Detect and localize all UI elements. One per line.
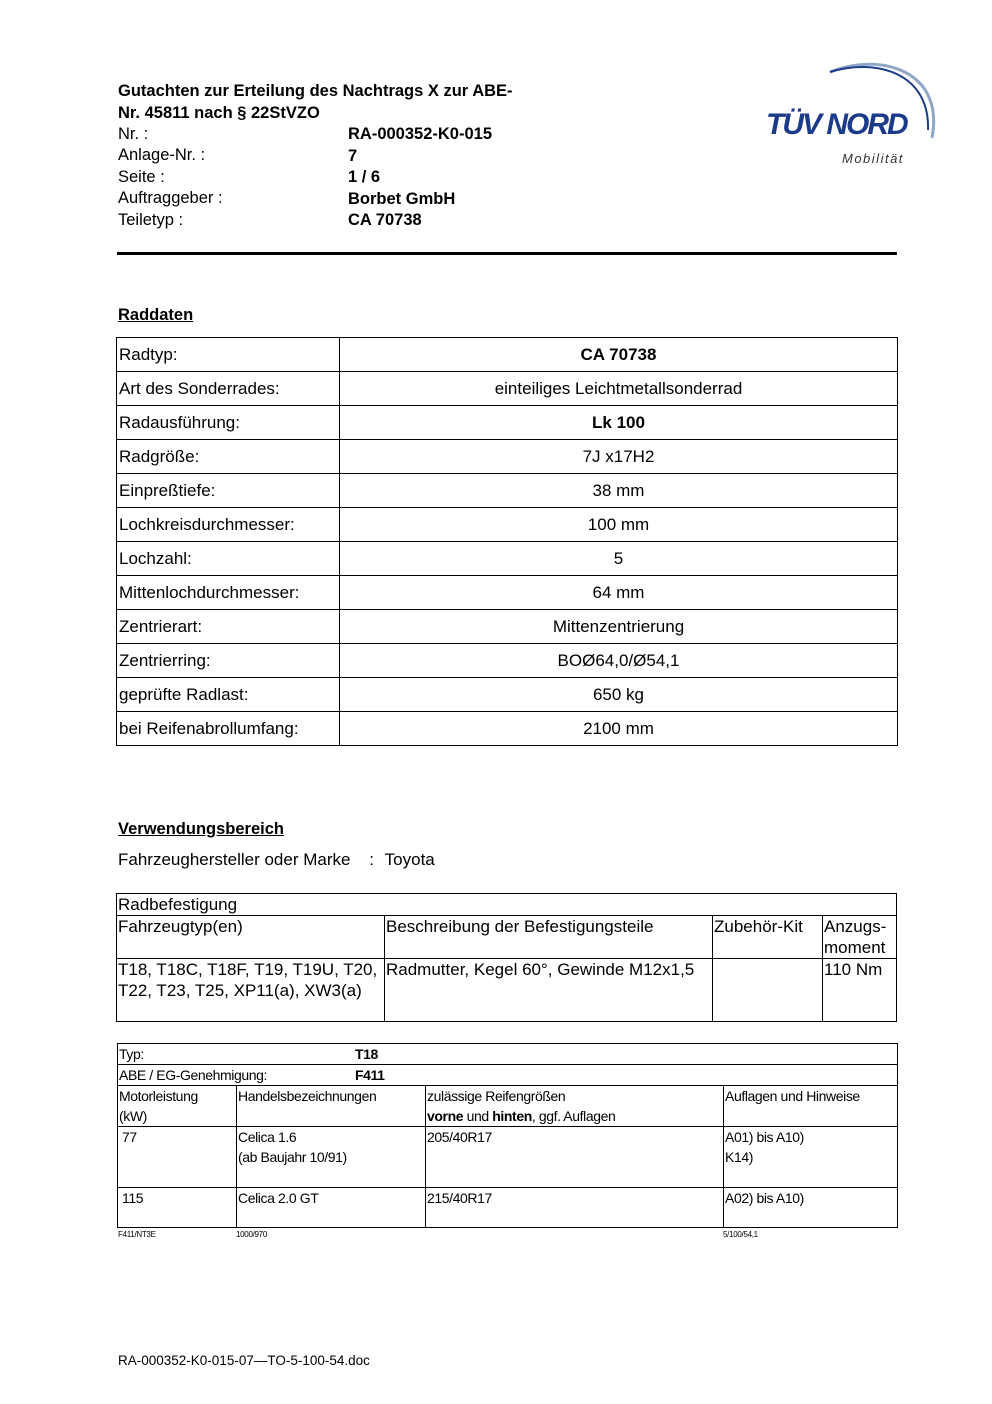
cell-reifen: 205/40R17 (426, 1127, 724, 1188)
cell-auflagen: A02) bis A10) (724, 1188, 898, 1228)
row-value: 38 mm (340, 474, 898, 508)
reifen-vorne: vorne (427, 1108, 464, 1124)
row-value: Lk 100 (340, 406, 898, 440)
cell-kw: 115 (118, 1188, 237, 1228)
col-header-anzugsmoment: Anzugs- moment (823, 916, 897, 959)
col-header-auflagen: Auflagen und Hinweise (724, 1086, 898, 1127)
table-row (117, 959, 897, 1022)
footnote-hub: 5/100/54,1 (723, 1230, 758, 1239)
meta-value-anlage: 7 (348, 147, 358, 165)
col-header-fahrzeugtyp: Fahrzeugtyp(en) (117, 916, 385, 959)
reifen-header-line1: zulässige Reifengrößen (427, 1088, 566, 1104)
abe-row (118, 1065, 898, 1086)
col-header-reifengroessen (426, 1086, 724, 1127)
row-label: Einpreßtiefe: (117, 474, 340, 508)
row-value: 64 mm (340, 576, 898, 610)
typ-value: T18 (355, 1046, 378, 1062)
col-header-beschreibung: Beschreibung der Befestigungsteile (385, 916, 713, 959)
row-value: einteiliges Leichtmetallsonderrad (340, 372, 898, 406)
table-row (117, 894, 897, 916)
tuv-nord-logo (760, 60, 945, 175)
meta-label-seite: Seite : (118, 168, 165, 186)
raddaten-heading: Raddaten (118, 306, 194, 324)
reifen-header-line2 (427, 1106, 722, 1126)
cell-auflagen: A01) bis A10) K14) (724, 1127, 898, 1188)
meta-value-nr: RA-000352-K0-015 (348, 125, 492, 143)
table-row (118, 1065, 898, 1086)
hersteller-line (118, 850, 435, 870)
col-header-handelsbezeichnungen: Handelsbezeichnungen (237, 1086, 426, 1127)
meta-value-auftraggeber: Borbet GmbH (348, 190, 456, 208)
table-row (117, 440, 898, 474)
table-row (117, 372, 898, 406)
meta-label-auftraggeber: Auftraggeber : (118, 189, 223, 207)
cell-zubehoer (713, 959, 823, 1022)
table-row (117, 508, 898, 542)
footnote-weight: 1000/970 (236, 1230, 267, 1239)
table-row (117, 678, 898, 712)
row-label: Radausführung: (117, 406, 340, 440)
cell-anzugsmoment: 110 Nm (823, 959, 897, 1022)
row-label: Radgröße: (117, 440, 340, 474)
row-value: CA 70738 (340, 338, 898, 372)
meta-label-nr: Nr. : (118, 125, 149, 143)
table-row (118, 1188, 898, 1228)
hersteller-label: Fahrzeughersteller oder Marke (118, 850, 351, 869)
header-divider (117, 252, 897, 255)
row-label: Lochkreisdurchmesser: (117, 508, 340, 542)
table-row (117, 338, 898, 372)
row-label: Art des Sonderrades: (117, 372, 340, 406)
row-value: 5 (340, 542, 898, 576)
col-header-motorleistung: Motorleistung (kW) (118, 1086, 237, 1127)
reifen-rest: , ggf. Auflagen (531, 1108, 616, 1124)
meta-value-teiletyp: CA 70738 (348, 211, 422, 229)
reifen-hinten: hinten (492, 1108, 532, 1124)
table-header-row (118, 1086, 898, 1127)
row-label: Mittenlochdurchmesser: (117, 576, 340, 610)
footnote-code: F411/NT3E (118, 1230, 156, 1239)
row-value: 7J x17H2 (340, 440, 898, 474)
title-line-1: Gutachten zur Erteilung des Nachtrags X zur ABE- (118, 82, 513, 100)
table-header-row (117, 916, 897, 959)
table-row (117, 542, 898, 576)
cell-reifen: 215/40R17 (426, 1188, 724, 1228)
raddaten-table (116, 337, 898, 746)
row-value: Mittenzentrierung (340, 610, 898, 644)
row-value: BOØ64,0/Ø54,1 (340, 644, 898, 678)
row-label: Zentrierring: (117, 644, 340, 678)
typ-table (117, 1043, 898, 1228)
table-row (117, 610, 898, 644)
row-label: geprüfte Radlast: (117, 678, 340, 712)
hersteller-value: Toyota (384, 850, 435, 869)
table-row (117, 644, 898, 678)
radbefestigung-table (116, 893, 897, 1022)
table-row (117, 712, 898, 746)
table-row (117, 474, 898, 508)
row-value: 650 kg (340, 678, 898, 712)
radbefestigung-title: Radbefestigung (117, 894, 897, 916)
hersteller-separator: : (369, 850, 374, 869)
abe-value: F411 (355, 1067, 385, 1083)
row-label: Zentrierart: (117, 610, 340, 644)
table-row (118, 1044, 898, 1065)
cell-beschreibung: Radmutter, Kegel 60°, Gewinde M12x1,5 (385, 959, 713, 1022)
reifen-und: und (463, 1108, 493, 1124)
table-row (117, 406, 898, 440)
row-label: bei Reifenabrollumfang: (117, 712, 340, 746)
verwendung-heading: Verwendungsbereich (118, 820, 284, 838)
abe-label: ABE / EG-Genehmigung: (119, 1067, 268, 1083)
cell-fahrzeugtypen: T18, T18C, T18F, T19, T19U, T20, T22, T23, T25, XP11(a), XW3(a) (117, 959, 385, 1022)
cell-handel: Celica 2.0 GT (237, 1188, 426, 1228)
cell-handel: Celica 1.6 (ab Baujahr 10/91) (237, 1127, 426, 1188)
table-row (118, 1127, 898, 1188)
typ-row (118, 1044, 898, 1065)
logo-brand: TÜV NORD (766, 108, 907, 141)
meta-label-anlage: Anlage-Nr. : (118, 146, 206, 164)
footer-filename: RA-000352-K0-015-07—TO-5-100-54.doc (118, 1353, 370, 1368)
col-header-zubehoer: Zubehör-Kit (713, 916, 823, 959)
row-label: Lochzahl: (117, 542, 340, 576)
row-value: 2100 mm (340, 712, 898, 746)
table-row (117, 576, 898, 610)
typ-label: Typ: (119, 1046, 144, 1062)
meta-label-teiletyp: Teiletyp : (118, 211, 184, 229)
row-value: 100 mm (340, 508, 898, 542)
logo-subtitle: Mobilität (842, 151, 904, 166)
title-line-2: Nr. 45811 nach § 22StVZO (118, 104, 320, 122)
meta-value-seite: 1 / 6 (348, 168, 381, 186)
document-title (118, 80, 513, 124)
cell-kw: 77 (118, 1127, 237, 1188)
row-label: Radtyp: (117, 338, 340, 372)
